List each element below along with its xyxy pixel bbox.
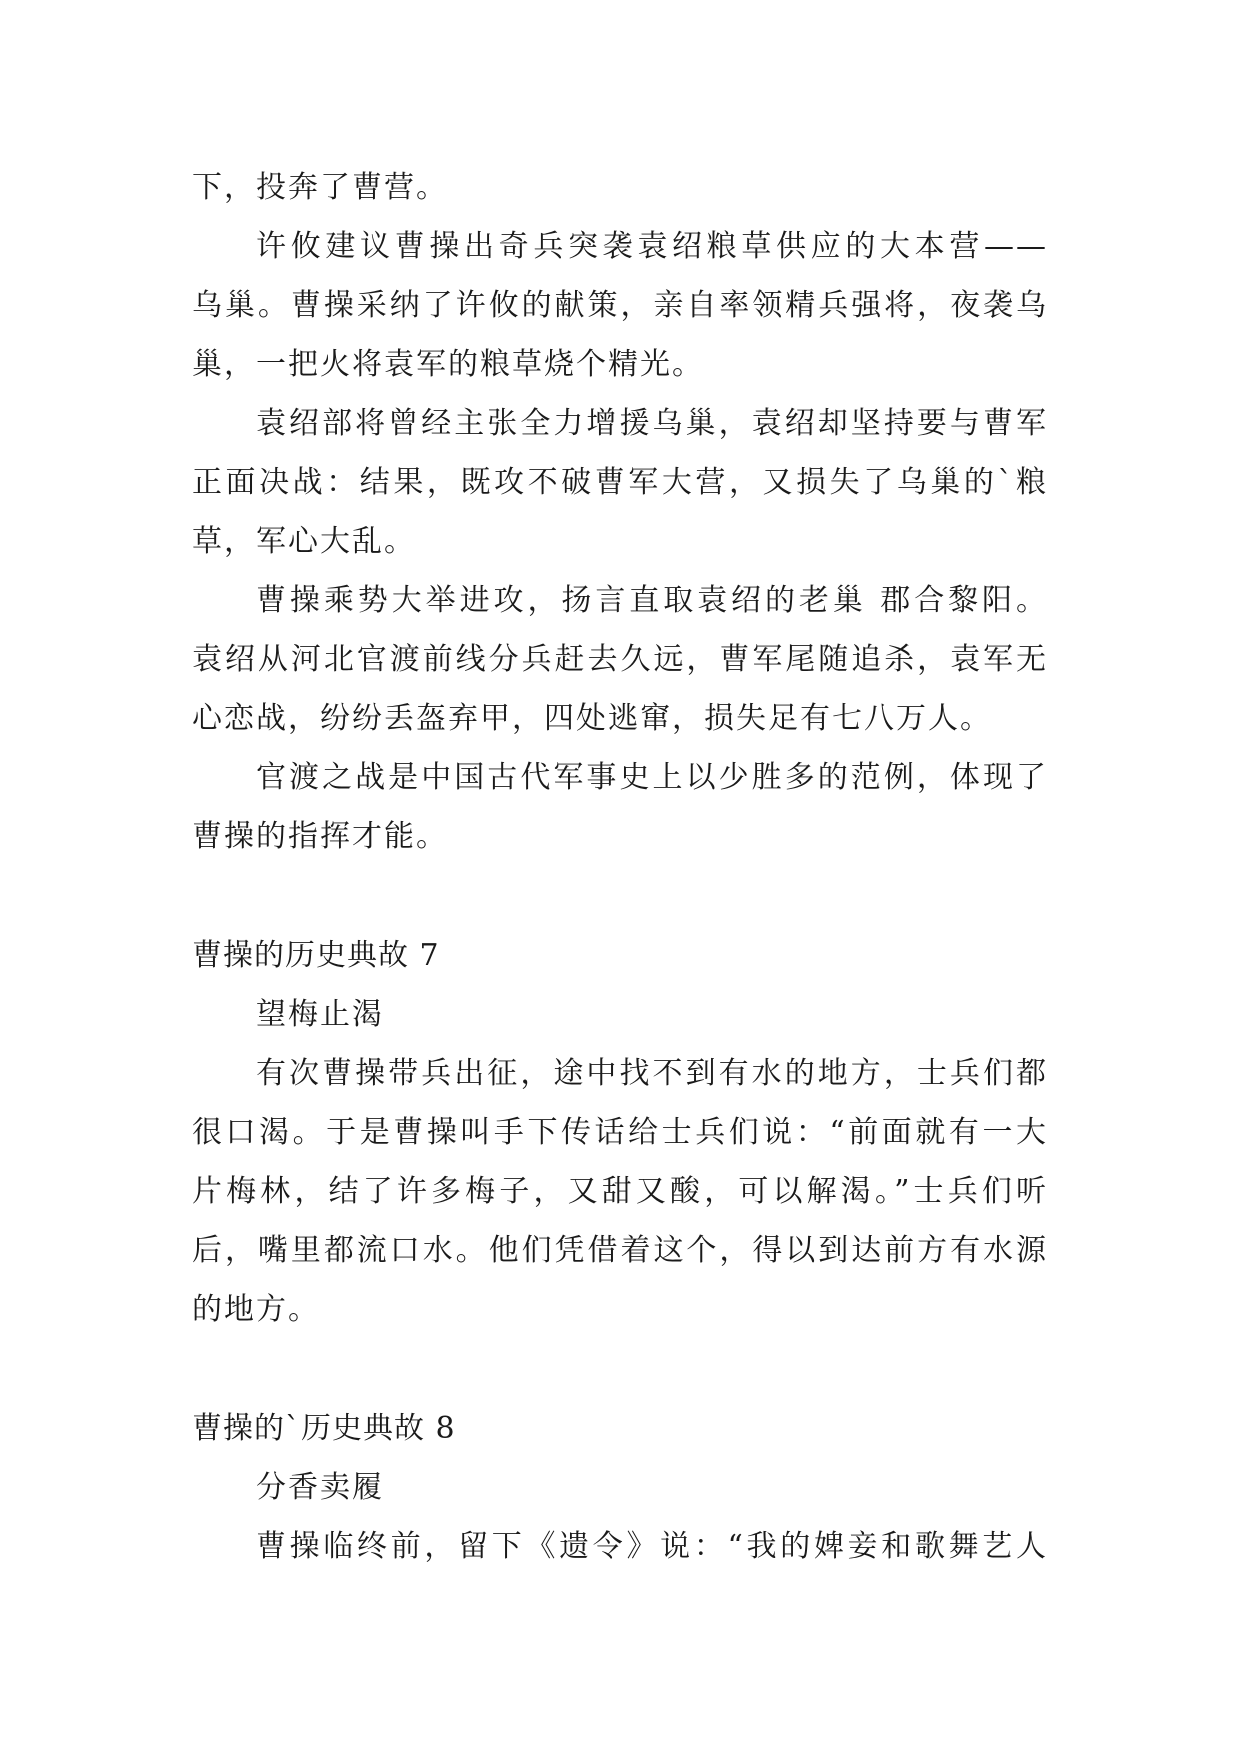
paragraph-line: 乌巢。曹操采纳了许攸的献策，亲自率领精兵强将，夜袭乌 (192, 288, 1048, 323)
paragraph-line: 许攸建议曹操出奇兵突袭袁绍粮草供应的大本营—— (256, 229, 1048, 264)
paragraph-line: 正面决战：结果，既攻不破曹军大营，又损失了乌巢的`粮 (192, 465, 1048, 500)
section-gap (192, 866, 1048, 926)
paragraph-guandu-summary (192, 748, 1048, 866)
document-page (192, 158, 1048, 1576)
paragraph-line: 后，嘴里都流口水。他们凭借着这个，得以到达前方有水源 (192, 1233, 1048, 1268)
paragraph-line: 袁绍从河北官渡前线分兵赶去久远，曹军尾随追杀，袁军无 (192, 642, 1048, 677)
paragraph-continuation: 下，投奔了曹营。 (192, 170, 448, 205)
paragraph-wangmei-zhike (192, 1044, 1048, 1339)
section-heading: 曹操的`历史典故 8 (192, 1411, 456, 1446)
paragraph-line: 心恋战，纷纷丢盔弃甲，四处逃窜，损失足有七八万人。 (192, 701, 992, 736)
paragraph-xuyou-advice (192, 217, 1048, 394)
paragraph-line: 片梅林，结了许多梅子，又甜又酸，可以解渴。”士兵们听 (192, 1174, 1048, 1209)
paragraph-line: 曹操的指挥才能。 (192, 819, 448, 854)
paragraph-line: 曹操乘势大举进攻，扬言直取袁绍的老巢 郡合黎阳。 (256, 583, 1048, 618)
paragraph-line: 袁绍部将曾经主张全力增援乌巢，袁绍却坚持要与曹军 (256, 406, 1048, 441)
paragraph-yuanshao-battle (192, 394, 1048, 571)
paragraph-line: 有次曹操带兵出征，途中找不到有水的地方，士兵们都 (256, 1056, 1048, 1091)
paragraph-line: 的地方。 (192, 1292, 320, 1327)
paragraph-line: 官渡之战是中国古代军事史上以少胜多的范例，体现了 (256, 760, 1048, 795)
paragraph-caocao-attack (192, 571, 1048, 748)
paragraph-line: 很口渴。于是曹操叫手下传话给士兵们说：“前面就有一大 (192, 1115, 1048, 1150)
paragraph-line: 巢，一把火将袁军的粮草烧个精光。 (192, 347, 704, 382)
section-gap (192, 1339, 1048, 1399)
paragraph-fenxiang-mailv (192, 1517, 1048, 1576)
section-subtitle: 分香卖履 (256, 1470, 384, 1505)
paragraph-line: 曹操临终前，留下《遗令》说：“我的婢妾和歌舞艺人 (256, 1529, 1048, 1564)
section-heading: 曹操的历史典故 7 (192, 938, 440, 973)
paragraph-line: 草，军心大乱。 (192, 524, 416, 559)
section-subtitle: 望梅止渴 (256, 997, 384, 1032)
